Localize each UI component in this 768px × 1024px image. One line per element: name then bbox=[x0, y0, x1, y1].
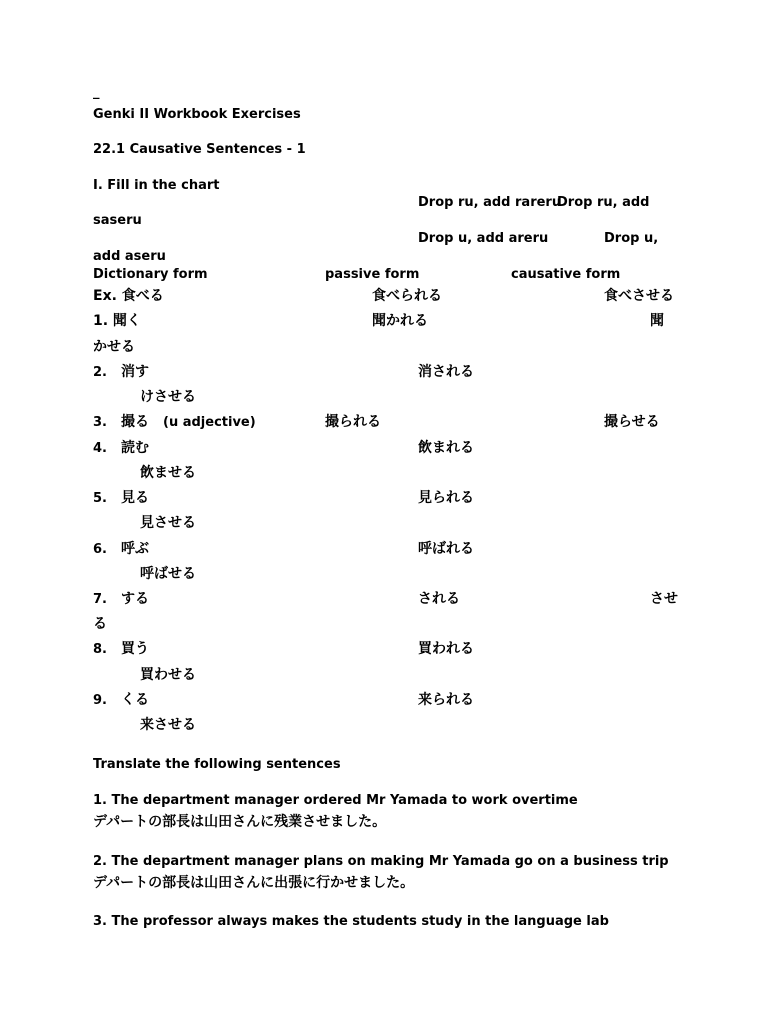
row2-number: 2. bbox=[93, 365, 107, 380]
row5-causative: 見させる bbox=[140, 515, 196, 531]
row9-number: 9. bbox=[93, 693, 107, 708]
column-causative-form: causative form bbox=[511, 267, 621, 282]
row8-dictionary: 買う bbox=[121, 641, 149, 657]
row7-causative-end: る bbox=[93, 616, 107, 632]
row4-causative: 飲ませる bbox=[140, 465, 196, 481]
dash-mark: _ bbox=[93, 85, 100, 100]
row2-causative: けさせる bbox=[140, 389, 196, 405]
question-3: 3. The professor always makes the students study in the language lab bbox=[93, 914, 609, 929]
row7-causative-start: させ bbox=[650, 591, 678, 607]
row4-passive: 飲まれる bbox=[418, 440, 474, 456]
row3-causative: 撮らせる bbox=[604, 414, 660, 430]
row3-dictionary: 撮る bbox=[121, 414, 149, 430]
row9-causative: 来させる bbox=[140, 717, 196, 733]
row7-passive: される bbox=[418, 591, 460, 607]
example-passive: 食べられる bbox=[372, 288, 442, 304]
example-causative: 食べさせる bbox=[604, 288, 674, 304]
note-drop-u: Drop u, bbox=[604, 231, 659, 246]
column-dictionary-form: Dictionary form bbox=[93, 267, 208, 282]
note-saseru: saseru bbox=[93, 213, 142, 228]
row1-causative-end: かせる bbox=[93, 339, 135, 355]
row3-number: 3. bbox=[93, 415, 107, 430]
question-1: 1. The department manager ordered Mr Yamada to work overtime bbox=[93, 793, 578, 808]
row6-dictionary: 呼ぶ bbox=[121, 541, 149, 557]
row5-passive: 見られる bbox=[418, 490, 474, 506]
row8-passive: 買われる bbox=[418, 641, 474, 657]
question-2: 2. The department manager plans on making Mr Yamada go on a business trip bbox=[93, 854, 669, 869]
row4-number: 4. bbox=[93, 441, 107, 456]
row8-number: 8. bbox=[93, 642, 107, 657]
row7-number: 7. bbox=[93, 592, 107, 607]
row6-number: 6. bbox=[93, 542, 107, 557]
row6-causative: 呼ばせる bbox=[140, 566, 196, 582]
row5-dictionary: 見る bbox=[121, 490, 149, 506]
part1-heading: I. Fill in the chart bbox=[93, 178, 220, 193]
note-drop-ru-add: Drop ru, add bbox=[557, 195, 650, 210]
part2-heading: Translate the following sentences bbox=[93, 757, 341, 772]
note-add-aseru: add aseru bbox=[93, 249, 166, 264]
row3-note: (u adjective) bbox=[163, 415, 256, 430]
row6-passive: 呼ばれる bbox=[418, 541, 474, 557]
answer-2: デパートの部長は山田さんに出張に行かせました。 bbox=[93, 875, 415, 891]
section-heading: 22.1 Causative Sentences - 1 bbox=[93, 142, 306, 157]
row2-passive: 消される bbox=[418, 364, 474, 380]
row1-dictionary: 1. 聞く bbox=[93, 313, 141, 329]
row5-number: 5. bbox=[93, 491, 107, 506]
row8-causative: 買わせる bbox=[140, 667, 196, 683]
row2-dictionary: 消す bbox=[121, 364, 149, 380]
doc-title: Genki II Workbook Exercises bbox=[93, 107, 301, 122]
note-drop-u-areru: Drop u, add areru bbox=[418, 231, 549, 246]
row9-passive: 来られる bbox=[418, 692, 474, 708]
row7-dictionary: する bbox=[121, 591, 149, 607]
note-drop-ru-rareru: Drop ru, add rareru bbox=[418, 195, 562, 210]
row3-passive: 撮られる bbox=[325, 414, 381, 430]
example-dictionary: Ex. 食べる bbox=[93, 288, 164, 304]
row4-dictionary: 読む bbox=[121, 440, 149, 456]
row9-dictionary: くる bbox=[121, 692, 149, 708]
row1-causative-start: 聞 bbox=[650, 313, 664, 329]
row1-passive: 聞かれる bbox=[372, 313, 428, 329]
column-passive-form: passive form bbox=[325, 267, 420, 282]
answer-1: デパートの部長は山田さんに残業させました。 bbox=[93, 814, 387, 830]
